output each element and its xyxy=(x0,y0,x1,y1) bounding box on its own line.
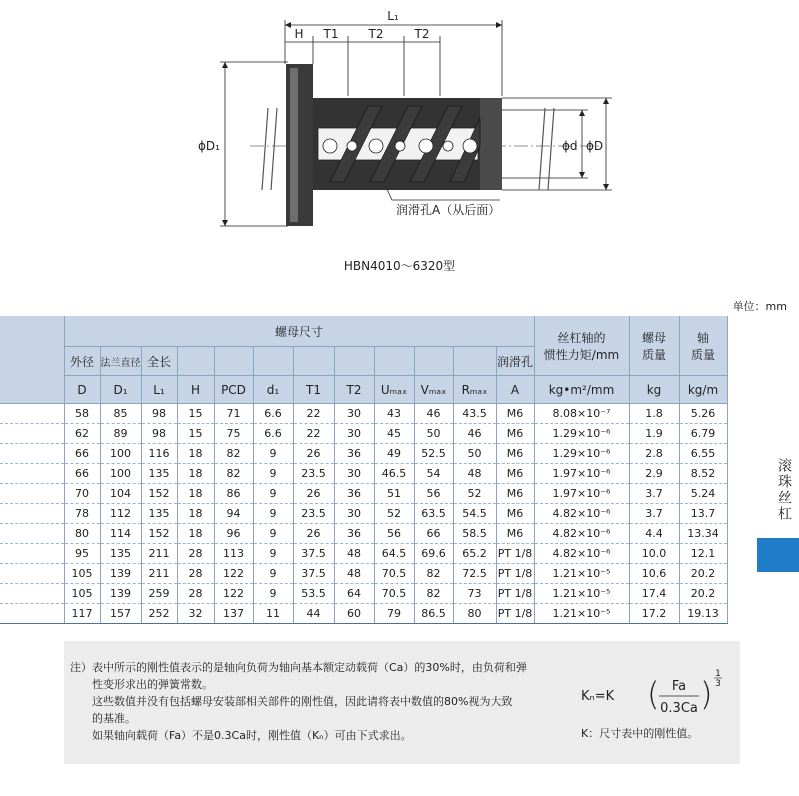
header-name-cell: 外径 xyxy=(64,347,100,376)
table-cell: 137 xyxy=(214,604,253,624)
header-unit-cell: kg/m xyxy=(679,376,727,404)
table-cell: 117 xyxy=(64,604,100,624)
note-line: 性变形求出的弹簧常数。 xyxy=(70,678,213,691)
table-cell: 56 xyxy=(374,524,414,544)
table-cell: 54 xyxy=(414,464,453,484)
table-cell: 49 xyxy=(374,444,414,464)
header-nut-dimensions: 螺母尺寸 xyxy=(64,316,534,347)
dim-d-large: ϕD xyxy=(586,139,604,153)
table-cell: 105 xyxy=(64,564,100,584)
header-spacer xyxy=(0,316,64,404)
notes-text xyxy=(70,659,527,744)
header-symbol-cell: D₁ xyxy=(100,376,141,404)
table-cell: 28 xyxy=(177,584,214,604)
table-cell: 45 xyxy=(374,424,414,444)
table-cell: 122 xyxy=(214,584,253,604)
header-name-cell xyxy=(453,347,496,376)
table-cell: M6 xyxy=(496,404,534,424)
table-row xyxy=(0,544,727,564)
table-cell: 4.82×10⁻⁶ xyxy=(534,544,629,564)
table-cell: 82 xyxy=(214,464,253,484)
table-cell: 135 xyxy=(141,464,177,484)
table-cell: M6 xyxy=(496,464,534,484)
table-cell: 15 xyxy=(177,424,214,444)
table-cell: 82 xyxy=(414,564,453,584)
table-cell: 66 xyxy=(64,444,100,464)
header-name-cell xyxy=(177,347,214,376)
table-cell: 32 xyxy=(177,604,214,624)
table-cell: 69.6 xyxy=(414,544,453,564)
table-cell: 9 xyxy=(253,484,293,504)
row-spacer-cell xyxy=(0,484,64,504)
row-spacer-cell xyxy=(0,444,64,464)
table-cell: 73 xyxy=(453,584,496,604)
note-line: 如果轴向载荷（Fa）不是0.3Ca时，刚性值（Kₙ）可由下式求出。 xyxy=(70,729,412,742)
table-cell: 48 xyxy=(453,464,496,484)
table-cell: M6 xyxy=(496,524,534,544)
table-cell: 20.2 xyxy=(679,584,727,604)
table-cell: 6.6 xyxy=(253,404,293,424)
table-cell: 51 xyxy=(374,484,414,504)
table-cell: 26 xyxy=(293,444,334,464)
table-cell: 10.6 xyxy=(629,564,679,584)
table-cell: 28 xyxy=(177,544,214,564)
table-cell: 62 xyxy=(64,424,100,444)
header-name-cell: 法兰直径 xyxy=(100,347,141,376)
header-name-cell xyxy=(214,347,253,376)
row-spacer-cell xyxy=(0,604,64,624)
header-symbol-cell: D xyxy=(64,376,100,404)
table-cell: 98 xyxy=(141,404,177,424)
header-nut-mass-line2: 质量 xyxy=(641,347,666,362)
table-cell: 66 xyxy=(414,524,453,544)
formula-numerator: Fa xyxy=(671,679,687,694)
formula-exp-numerator: 1 xyxy=(715,669,721,679)
table-cell: 1.9 xyxy=(629,424,679,444)
formula-lhs: Kₙ=K xyxy=(581,689,615,704)
table-body xyxy=(0,404,727,624)
table-cell: 17.4 xyxy=(629,584,679,604)
table-cell: 211 xyxy=(141,564,177,584)
table-cell: 86.5 xyxy=(414,604,453,624)
table-cell: 36 xyxy=(334,524,374,544)
table-cell: 43 xyxy=(374,404,414,424)
table-cell: 157 xyxy=(100,604,141,624)
row-spacer-cell xyxy=(0,504,64,524)
table-cell: 9 xyxy=(253,544,293,564)
table-row xyxy=(0,564,727,584)
table-row xyxy=(0,404,727,424)
table-cell: 56 xyxy=(414,484,453,504)
table-cell: 71 xyxy=(214,404,253,424)
k-description: K：尺寸表中的刚性值。 xyxy=(581,727,699,740)
table-cell: 8.08×10⁻⁷ xyxy=(534,404,629,424)
header-symbol-cell: Vₘₐₓ xyxy=(414,376,453,404)
table-cell: 60 xyxy=(334,604,374,624)
table-cell: 18 xyxy=(177,484,214,504)
header-name-cell xyxy=(374,347,414,376)
table-row xyxy=(0,484,727,504)
table-cell: 85 xyxy=(100,404,141,424)
table-cell: 17.2 xyxy=(629,604,679,624)
table-cell: 13.7 xyxy=(679,504,727,524)
header-shaft-mass xyxy=(679,316,727,376)
row-spacer-cell xyxy=(0,524,64,544)
table-cell: 10.0 xyxy=(629,544,679,564)
table-cell: PT 1/8 xyxy=(496,564,534,584)
table-cell: 114 xyxy=(100,524,141,544)
table-cell: 36 xyxy=(334,484,374,504)
table-cell: 43.5 xyxy=(453,404,496,424)
table-cell: 50 xyxy=(414,424,453,444)
table-cell: 135 xyxy=(100,544,141,564)
table-cell: 78 xyxy=(64,504,100,524)
formula-denominator: 0.3Ca xyxy=(660,701,698,716)
dim-h: H xyxy=(294,27,304,41)
header-symbol-cell: L₁ xyxy=(141,376,177,404)
table-cell: 18 xyxy=(177,444,214,464)
table-cell: 46.5 xyxy=(374,464,414,484)
table-cell: 70.5 xyxy=(374,564,414,584)
header-name-cell: 全长 xyxy=(141,347,177,376)
formula-exp-denominator: 3 xyxy=(715,679,721,689)
table-cell: 80 xyxy=(453,604,496,624)
dim-t1: T1 xyxy=(323,27,339,41)
table-cell: 6.79 xyxy=(679,424,727,444)
table-cell: 30 xyxy=(334,404,374,424)
table-cell: 26 xyxy=(293,484,334,504)
table-cell: 23.5 xyxy=(293,464,334,484)
table-cell: 20.2 xyxy=(679,564,727,584)
table-cell: PT 1/8 xyxy=(496,604,534,624)
nut-drawing xyxy=(0,0,799,300)
table-cell: 116 xyxy=(141,444,177,464)
table-cell: 53.5 xyxy=(293,584,334,604)
table-cell: 64.5 xyxy=(374,544,414,564)
table-cell: 4.82×10⁻⁶ xyxy=(534,524,629,544)
table-cell: 18 xyxy=(177,504,214,524)
table-cell: 113 xyxy=(214,544,253,564)
table-cell: 1.21×10⁻⁵ xyxy=(534,584,629,604)
table-cell: 18 xyxy=(177,524,214,544)
table-cell: 9 xyxy=(253,524,293,544)
table-cell: 4.82×10⁻⁶ xyxy=(534,504,629,524)
table-cell: PT 1/8 xyxy=(496,544,534,564)
table-cell: 37.5 xyxy=(293,544,334,564)
table-header xyxy=(0,316,727,404)
table-cell: 52.5 xyxy=(414,444,453,464)
table-cell: 1.8 xyxy=(629,404,679,424)
note-line: 的基准。 xyxy=(70,712,136,725)
header-name-cell xyxy=(253,347,293,376)
table-cell: 95 xyxy=(64,544,100,564)
header-name-cell: 润滑孔 xyxy=(496,347,534,376)
table-cell: 50 xyxy=(453,444,496,464)
table-cell: 52 xyxy=(453,484,496,504)
table-cell: 52 xyxy=(374,504,414,524)
table-cell: 9 xyxy=(253,564,293,584)
table-cell: 6.55 xyxy=(679,444,727,464)
table-cell: 82 xyxy=(214,444,253,464)
row-spacer-cell xyxy=(0,564,64,584)
table-row xyxy=(0,424,727,444)
header-inertia-line1: 丝杠轴的 xyxy=(557,330,606,345)
table-cell: 66 xyxy=(64,464,100,484)
table-cell: 1.97×10⁻⁶ xyxy=(534,464,629,484)
row-spacer-cell xyxy=(0,424,64,444)
table-cell: 28 xyxy=(177,564,214,584)
row-spacer-cell xyxy=(0,584,64,604)
table-row xyxy=(0,584,727,604)
table-cell: 72.5 xyxy=(453,564,496,584)
table-cell: M6 xyxy=(496,444,534,464)
note-line: 注）表中所示的刚性值表示的是轴向负荷为轴向基本额定动载荷（Ca）的30%时，由负荷和弹 xyxy=(70,661,527,674)
table-cell: 100 xyxy=(100,444,141,464)
table-cell: M6 xyxy=(496,424,534,444)
table-cell: 135 xyxy=(141,504,177,524)
table-cell: 48 xyxy=(334,564,374,584)
lube-hole-label: 润滑孔A（从后面） xyxy=(396,203,501,217)
table-cell: 82 xyxy=(414,584,453,604)
table-cell: 9 xyxy=(253,464,293,484)
header-symbol-cell: Uₘₐₓ xyxy=(374,376,414,404)
header-inertia-line2: 惯性力矩/mm xyxy=(543,347,620,362)
note-line: 这些数值并没有包括螺母安装部相关部件的刚性值，因此请将表中数值的80%视为大致 xyxy=(70,695,513,708)
table-cell: 63.5 xyxy=(414,504,453,524)
table-cell: 15 xyxy=(177,404,214,424)
table-cell: 152 xyxy=(141,484,177,504)
header-shaft-mass-line2: 质量 xyxy=(690,347,715,362)
table-row xyxy=(0,504,727,524)
table-cell: 19.13 xyxy=(679,604,727,624)
header-name-cell xyxy=(414,347,453,376)
table-cell: M6 xyxy=(496,484,534,504)
header-name-cell xyxy=(293,347,334,376)
table-cell: 13.34 xyxy=(679,524,727,544)
table-cell: 1.29×10⁻⁶ xyxy=(534,424,629,444)
table-cell: 252 xyxy=(141,604,177,624)
table-cell: 9 xyxy=(253,504,293,524)
table-cell: 37.5 xyxy=(293,564,334,584)
table-cell: 30 xyxy=(334,424,374,444)
header-symbol-cell: Rₘₐₓ xyxy=(453,376,496,404)
dim-d1: ϕD₁ xyxy=(198,139,220,153)
header-symbol-cell: T1 xyxy=(293,376,334,404)
header-shaft-mass-line1: 轴 xyxy=(696,330,709,345)
table-cell: 1.21×10⁻⁵ xyxy=(534,604,629,624)
side-accent-bar xyxy=(757,538,799,572)
header-unit-cell: kg•m²/mm xyxy=(534,376,629,404)
table-cell: 89 xyxy=(100,424,141,444)
table-cell: 75 xyxy=(214,424,253,444)
table-cell: 9 xyxy=(253,584,293,604)
table-cell: 1.29×10⁻⁶ xyxy=(534,444,629,464)
table-row xyxy=(0,604,727,624)
header-nut-mass-line1: 螺母 xyxy=(641,330,666,345)
table-cell: 122 xyxy=(214,564,253,584)
table-cell: 96 xyxy=(214,524,253,544)
dim-l1: L₁ xyxy=(387,9,399,23)
header-inertia xyxy=(534,316,629,376)
table-cell: 94 xyxy=(214,504,253,524)
side-category-label: 滚珠丝杠 xyxy=(776,458,792,522)
table-cell: 46 xyxy=(414,404,453,424)
table-cell: 54.5 xyxy=(453,504,496,524)
table-cell: 152 xyxy=(141,524,177,544)
header-symbol-cell: T2 xyxy=(334,376,374,404)
row-spacer-cell xyxy=(0,404,64,424)
header-nut-mass xyxy=(629,316,679,376)
table-cell: 80 xyxy=(64,524,100,544)
table-cell: 139 xyxy=(100,564,141,584)
table-cell: 4.4 xyxy=(629,524,679,544)
dim-t2-second: T2 xyxy=(414,27,430,41)
table-cell: 5.26 xyxy=(679,404,727,424)
table-cell: 30 xyxy=(334,464,374,484)
table-row xyxy=(0,464,727,484)
row-spacer-cell xyxy=(0,544,64,564)
table-cell: 58.5 xyxy=(453,524,496,544)
table-cell: 3.7 xyxy=(629,504,679,524)
header-symbol-cell: d₁ xyxy=(253,376,293,404)
table-cell: 64 xyxy=(334,584,374,604)
header-symbol-cell: H xyxy=(177,376,214,404)
table-cell: 48 xyxy=(334,544,374,564)
header-symbol-cell: A xyxy=(496,376,534,404)
table-row xyxy=(0,524,727,544)
table-cell: 98 xyxy=(141,424,177,444)
table-cell: 58 xyxy=(64,404,100,424)
notes-box xyxy=(64,641,740,764)
table-cell: 65.2 xyxy=(453,544,496,564)
table-cell: 30 xyxy=(334,504,374,524)
table-cell: 3.7 xyxy=(629,484,679,504)
table-cell: 86 xyxy=(214,484,253,504)
table-cell: 11 xyxy=(253,604,293,624)
header-name-cell xyxy=(334,347,374,376)
table-cell: 36 xyxy=(334,444,374,464)
table-cell: 2.9 xyxy=(629,464,679,484)
unit-label: 单位：mm xyxy=(732,300,787,313)
stiffness-formula xyxy=(579,665,739,725)
table-cell: 6.6 xyxy=(253,424,293,444)
table-cell: 5.24 xyxy=(679,484,727,504)
table-cell: 1.97×10⁻⁶ xyxy=(534,484,629,504)
table-cell: 8.52 xyxy=(679,464,727,484)
dim-d-small: ϕd xyxy=(562,139,578,153)
dim-t2-first: T2 xyxy=(368,27,384,41)
table-cell: PT 1/8 xyxy=(496,584,534,604)
header-unit-cell: kg xyxy=(629,376,679,404)
spec-table xyxy=(0,316,728,624)
table-cell: 139 xyxy=(100,584,141,604)
table-cell: 79 xyxy=(374,604,414,624)
table-cell: 26 xyxy=(293,524,334,544)
table-cell: 70 xyxy=(64,484,100,504)
header-symbol-cell: PCD xyxy=(214,376,253,404)
table-cell: 9 xyxy=(253,444,293,464)
formula-paren-left: ( xyxy=(647,675,660,713)
table-cell: 112 xyxy=(100,504,141,524)
table-cell: 104 xyxy=(100,484,141,504)
table-cell: 46 xyxy=(453,424,496,444)
row-spacer-cell xyxy=(0,464,64,484)
formula-paren-right: ) xyxy=(700,675,713,713)
table-cell: 22 xyxy=(293,404,334,424)
table-cell: 105 xyxy=(64,584,100,604)
table-cell: M6 xyxy=(496,504,534,524)
table-cell: 23.5 xyxy=(293,504,334,524)
table-cell: 22 xyxy=(293,424,334,444)
table-cell: 2.8 xyxy=(629,444,679,464)
table-cell: 12.1 xyxy=(679,544,727,564)
table-cell: 18 xyxy=(177,464,214,484)
table-cell: 211 xyxy=(141,544,177,564)
table-row xyxy=(0,444,727,464)
table-cell: 100 xyxy=(100,464,141,484)
header-row-symbols xyxy=(0,376,727,404)
table-cell: 44 xyxy=(293,604,334,624)
table-cell: 70.5 xyxy=(374,584,414,604)
table-cell: 1.21×10⁻⁵ xyxy=(534,564,629,584)
figure-caption: HBN4010～6320型 xyxy=(343,259,456,273)
table-cell: 259 xyxy=(141,584,177,604)
